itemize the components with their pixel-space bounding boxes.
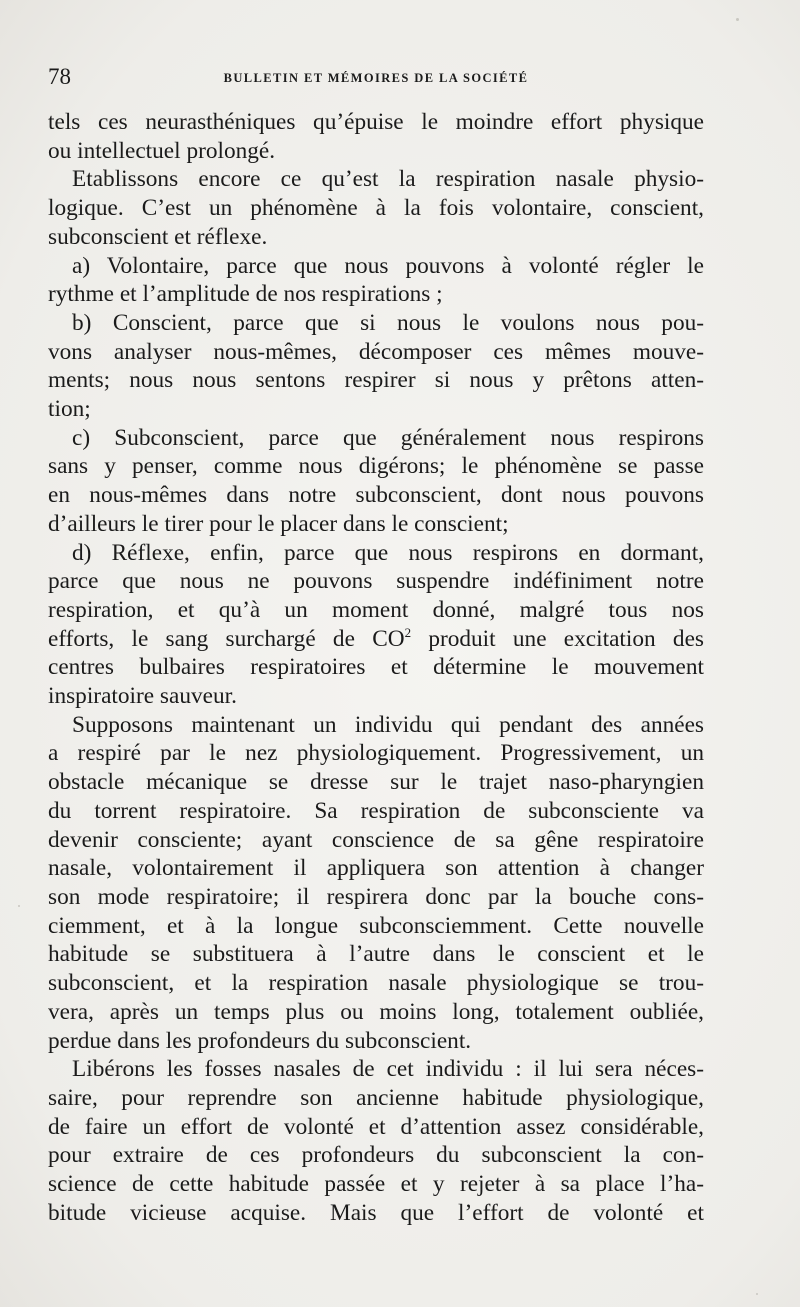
body-text [48,108,704,1227]
paragraph-start-line: Libérons les fosses nasales de cet individu : il lui sera néces- [72,1056,704,1083]
text-line: ciemment, et à la longue subconsciemment. Cette nouvelle [48,912,704,939]
text-line: saire, pour reprendre son ancienne habitude physiologique, [48,1084,704,1111]
text-line: respiration, et qu’à un moment donné, malgré tous nos [48,596,704,623]
co2-line-start: efforts, le sang surchargé de CO [48,625,405,652]
paper-speck [18,905,20,907]
co2-line-end: produit une excitation des [411,625,704,652]
text-line: centres bulbaires respiratoires et détermine le mouvement [48,654,704,681]
list-item-a-line: a) Volontaire, parce que nous pouvons à volonté régler le [72,252,704,279]
paper-speck [756,1293,758,1295]
text-line: rythme et l’amplitude de nos respirations ; [48,281,443,308]
running-head [48,66,704,90]
text-line: vera, après un temps plus ou moins long, totalement oubliée, [48,998,704,1025]
text-line: bitude vicieuse acquise. Mais que l’effort de volonté et [48,1199,704,1226]
text-line: sans y penser, comme nous digérons; le phénomène se passe [48,453,704,480]
list-item-d-line: d) Réflexe, enfin, parce que nous respirons en dormant, [72,539,704,566]
text-line: devenir consciente; ayant conscience de sa gêne respiratoire [48,826,704,853]
list-item-c-line: c) Subconscient, parce que généralement nous respirons [72,424,704,451]
co2-subscript: 2 [404,624,412,640]
text-line: inspiratoire sauveur. [48,683,237,710]
text-line: de faire un effort de volonté et d’attention assez considérable, [48,1113,704,1140]
paper-speck [736,18,739,21]
text-line: obstacle mécanique se dresse sur le trajet naso-pharyngien [48,769,704,796]
text-line: subconscient et réflexe. [48,223,268,250]
text-line: du torrent respiratoire. Sa respiration de subconsciente va [48,797,704,824]
running-title: BULLETIN ET MÉMOIRES DE LA SOCIÉTÉ [223,71,529,85]
list-item-b-line: b) Conscient, parce que si nous le voulons nous pou- [72,309,704,336]
paragraph-start-line: Etablissons encore ce qu’est la respiration nasale physio- [72,166,704,193]
text-line: habitude se substituera à l’autre dans le conscient et le [48,941,704,968]
text-line: parce que nous ne pouvons suspendre indéfiniment notre [48,568,704,595]
text-line: d’ailleurs le tirer pour le placer dans le conscient; [48,510,509,537]
text-line: pour extraire de ces profondeurs du subconscient la con- [48,1142,704,1169]
text-line: tels ces neurasthéniques qu’épuise le moindre effort physique [48,109,704,135]
text-line: tion; [48,396,91,423]
text-line: en nous-mêmes dans notre subconscient, dont nous pouvons [48,482,704,509]
text-line: science de cette habitude passée et y rejeter à sa place l’ha- [48,1171,704,1198]
text-line: vons analyser nous-mêmes, décomposer ces mêmes mouve- [48,338,704,365]
text-line: subconscient, et la respiration nasale physiologique se trou- [48,970,704,997]
text-line: a respiré par le nez physiologiquement. Progressivement, un [48,740,704,767]
text-line: ments; nous nous sentons respirer si nous y prêtons atten- [48,367,704,394]
page-number: 78 [48,64,71,89]
text-line: ou intellectuel prolongé. [48,137,276,164]
text-line: nasale, volontairement il appliquera son attention à changer [48,855,704,882]
text-line: perdue dans les profondeurs du subconscient. [48,1027,472,1054]
text-line: son mode respiratoire; il respirera donc par la bouche cons- [48,883,704,910]
text-line: logique. C’est un phénomène à la fois volontaire, conscient, [48,195,704,222]
co2-line [48,625,704,654]
paragraph-start-line: Supposons maintenant un individu qui pendant des années [72,711,704,738]
